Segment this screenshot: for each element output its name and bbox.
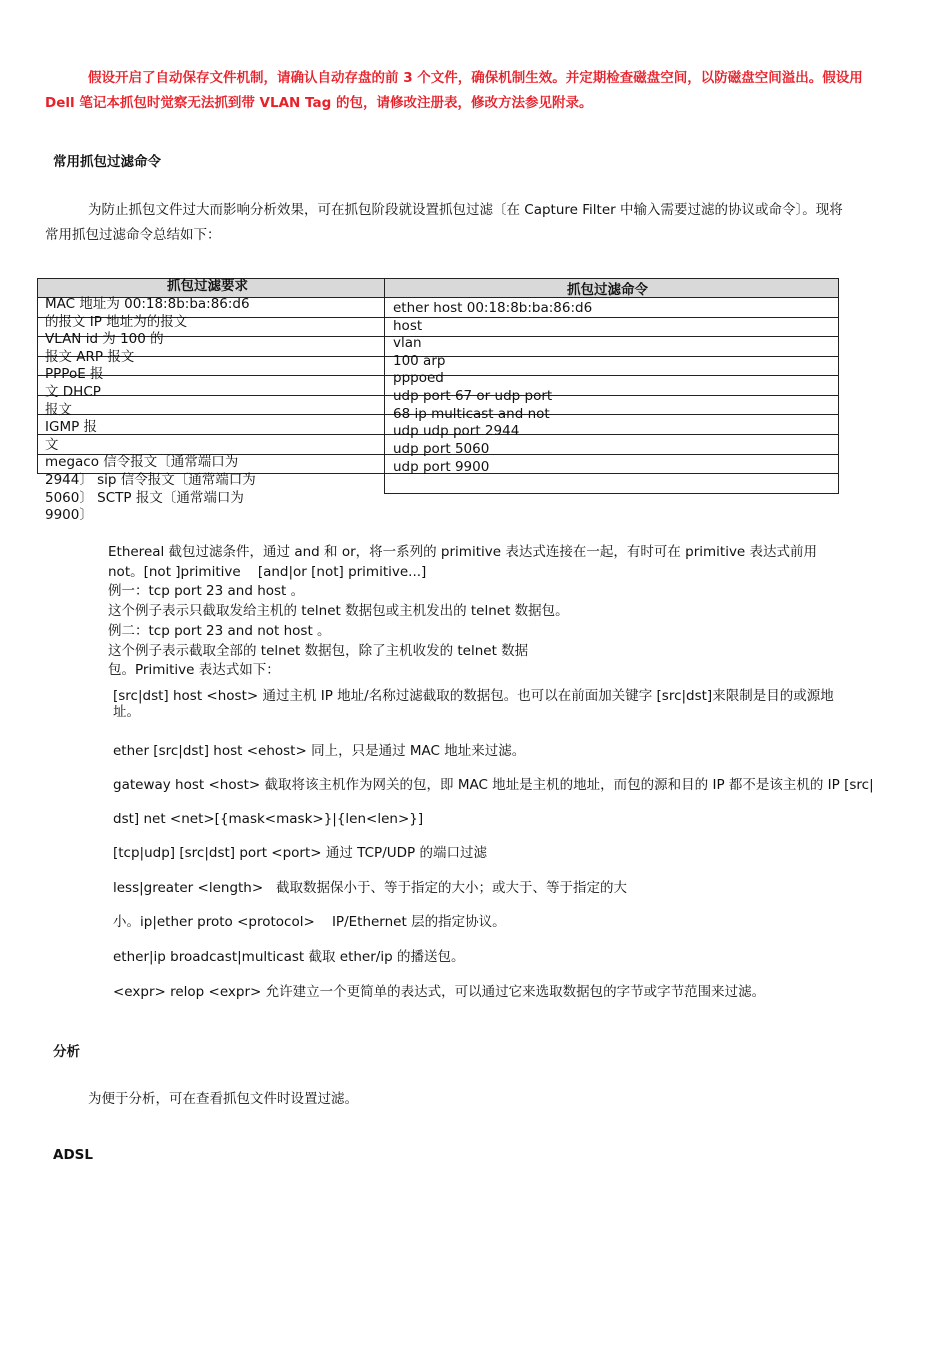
command-line: 68 ip multicast and not [393, 405, 550, 422]
requirement-line: IGMP 报 [45, 419, 98, 436]
ethereal-line: not。[not ]primitive [and|or [not] primitive...] [108, 564, 427, 580]
ethereal-line: 包。Primitive 表达式如下： [108, 662, 280, 678]
requirement-line: 文 [45, 436, 59, 453]
section-heading-capture-filter: 常用抓包过滤命令 [53, 154, 161, 170]
primitive-host [113, 688, 903, 720]
command-line: udp udp port 2944 [393, 423, 520, 440]
requirement-line: 的报文 IP 地址为的报文 [45, 313, 188, 330]
primitive-host-line-1: [src|dst] host <host> 通过主机 IP 地址/名称过滤截取的数据包。也可以在前面加关键字 [src|dst]来限制是目的或源地 [113, 688, 834, 704]
filter-table [37, 278, 839, 524]
primitive-ether-host: ether [src|dst] host <ehost> 同上，只是通过 MAC 地址来过滤。 [113, 743, 526, 759]
command-line: host [393, 317, 423, 334]
requirement-line: 5060〕 SCTP 报文〔通常端口为 [45, 489, 244, 506]
primitive-gateway: gateway host <host> 截取将该主机作为网关的包，即 MAC 地址是主机的地址，而包的源和目的 IP 都不是该主机的 IP [src| [113, 777, 874, 793]
command-line: 100 arp [393, 352, 446, 369]
command-line: udp port 5060 [393, 441, 490, 457]
ethereal-line: 这个例子表示只截取发给主机的 telnet 数据包或主机发出的 telnet 数据包。 [108, 603, 569, 619]
command-line: ether host 00:18:8b:ba:86:d6 [393, 300, 593, 316]
intro-line-1: 为防止抓包文件过大而影响分析效果，可在抓包阶段就设置抓包过滤〔在 Capture Filter 中输入需要过滤的协议或命令〕。现将 [88, 202, 843, 218]
command-line: udp port 9900 [393, 459, 490, 475]
analysis-text: 为便于分析，可在查看抓包文件时设置过滤。 [88, 1091, 358, 1107]
requirement-line: 2944〕 sip 信令报文〔通常端口为 [45, 472, 256, 488]
command-line: pppoed [393, 370, 444, 387]
requirement-line: 报文 ARP 报文 [45, 348, 135, 365]
primitive-net: dst] net <net>[{mask<mask>}|{len<len>}] [113, 811, 424, 827]
primitive-broadcast: ether|ip broadcast|multicast 截取 ether/ip 的播送包。 [113, 949, 465, 965]
primitive-relop: <expr> relop <expr> 允许建立一个更简单的表达式，可以通过它来选取数据包的字节或字节范围来过滤。 [113, 984, 766, 1000]
primitive-proto: 小。ip|ether proto <protocol> IP/Ethernet 层的指定协议。 [113, 914, 506, 930]
requirement-line: 报文 [45, 401, 72, 418]
requirement-line: 文 DHCP [45, 384, 101, 400]
ethereal-line: 例一：tcp port 23 and host 。 [108, 583, 305, 599]
section-heading-adsl: ADSL [53, 1147, 93, 1163]
warning-line-1: 假设开启了自动保存文件机制，请确认自动存盘的前 3 个文件，确保机制生效。并定期检查磁盘空间，以防磁盘空间溢出。假设用 [88, 70, 863, 86]
primitive-host-line-2: 址。 [113, 704, 140, 720]
intro-line-2: 常用抓包过滤命令总结如下： [45, 227, 221, 243]
requirement-line: MAC 地址为 00:18:8b:ba:86:d6 [45, 296, 250, 312]
command-line: vlan [393, 335, 422, 352]
command-line: udp port 67 or udp port [393, 388, 553, 404]
ethereal-line: 这个例子表示截取全部的 telnet 数据包，除了主机收发的 telnet 数据 [108, 643, 529, 659]
ethereal-line: Ethereal 截包过滤条件，通过 and 和 or，将一系列的 primitive 表达式连接在一起，有时可在 primitive 表达式前用 [108, 544, 818, 560]
requirement-line: megaco 信令报文〔通常端口为 [45, 454, 239, 471]
requirement-line: PPPoE 报 [45, 366, 104, 383]
ethereal-line: 例二：tcp port 23 and not host 。 [108, 623, 331, 639]
section-heading-analysis: 分析 [53, 1044, 80, 1060]
primitive-length: less|greater <length> 截取数据保小于、等于指定的大小；或大于、等于指定的大 [113, 880, 628, 896]
table-header-command: 抓包过滤命令 [567, 282, 648, 298]
requirement-line: VLAN id 为 100 的 [45, 331, 164, 348]
warning-line-2: Dell 笔记本抓包时觉察无法抓到带 VLAN Tag 的包，请修改注册表，修改方法参见附录。 [45, 95, 593, 111]
requirement-line: 9900〕 [45, 507, 93, 524]
table-header-requirement: 抓包过滤要求 [167, 278, 248, 294]
primitive-port: [tcp|udp] [src|dst] port <port> 通过 TCP/UDP 的端口过滤 [113, 845, 487, 861]
